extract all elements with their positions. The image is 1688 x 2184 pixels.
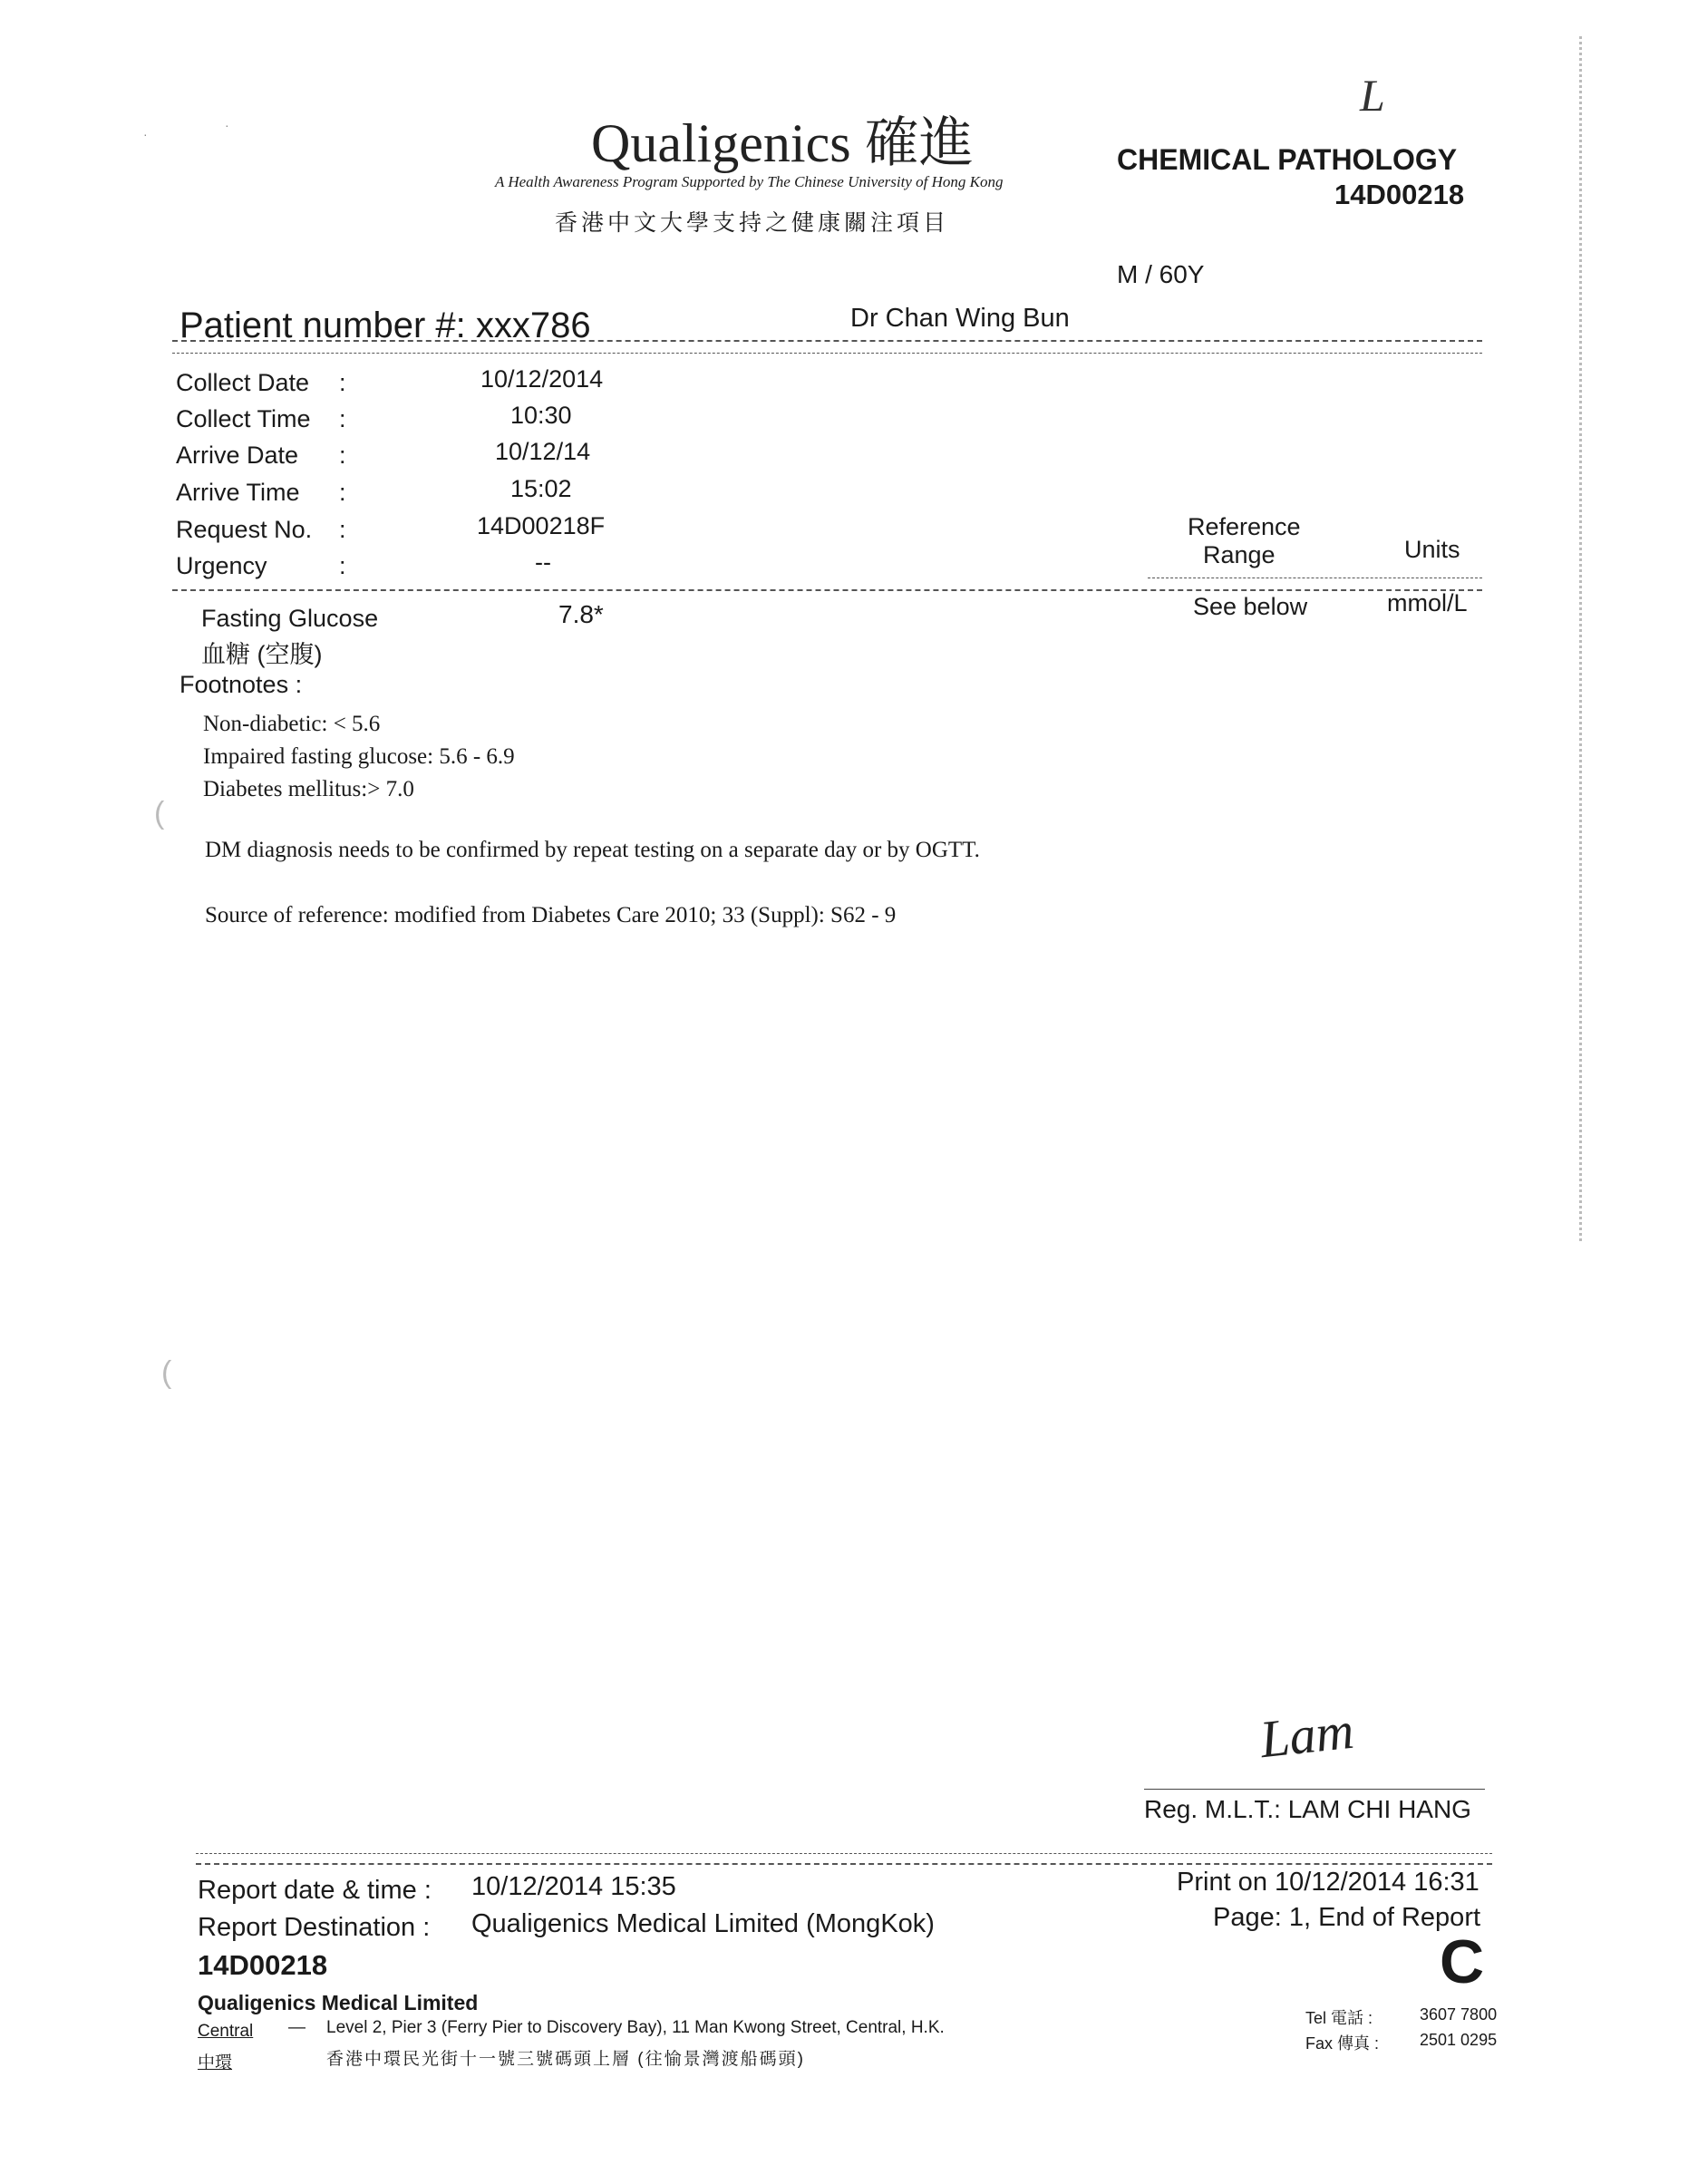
divider bbox=[196, 1863, 1492, 1865]
meta-label: Arrive Time bbox=[176, 479, 300, 506]
meta-label: Collect Time bbox=[176, 405, 311, 432]
footnotes-heading: Footnotes : bbox=[179, 671, 303, 698]
lab-number: 14D00218 bbox=[1334, 179, 1465, 210]
scan-speck: · bbox=[225, 118, 229, 132]
report-grade: C bbox=[1440, 1927, 1485, 1996]
tel-number: 3607 7800 bbox=[1420, 2005, 1498, 2024]
meta-colon: : bbox=[339, 516, 346, 543]
scan-edge-artifact bbox=[1579, 36, 1582, 1242]
doctor-name: Dr Chan Wing Bun bbox=[850, 304, 1070, 333]
patient-number: Patient number #: xxx786 bbox=[179, 306, 591, 345]
meta-colon: : bbox=[339, 405, 346, 432]
meta-label: Arrive Date bbox=[176, 442, 299, 469]
footer-lab-number: 14D00218 bbox=[198, 1949, 328, 1981]
address-dash: — bbox=[288, 2018, 306, 2037]
page-info: Page: 1, End of Report bbox=[1213, 1903, 1481, 1932]
divider bbox=[172, 353, 1482, 354]
footnote-source: Source of reference: modified from Diabetes Care 2010; 33 (Suppl): S62 - 9 bbox=[205, 903, 897, 927]
handwritten-mark: L bbox=[1360, 70, 1385, 121]
col-reference-1: Reference bbox=[1188, 513, 1301, 540]
meta-value: 15:02 bbox=[510, 475, 572, 502]
footnote-line: Diabetes mellitus:> 7.0 bbox=[203, 777, 414, 801]
report-datetime-value: 10/12/2014 15:35 bbox=[471, 1872, 676, 1901]
test-name-en: Fasting Glucose bbox=[201, 605, 379, 632]
signature: Lam bbox=[1256, 1700, 1357, 1770]
footnote-note: DM diagnosis needs to be confirmed by repeat testing on a separate day or by OGTT. bbox=[205, 838, 980, 862]
result-units: mmol/L bbox=[1387, 589, 1468, 616]
branch-zh: 中環 bbox=[198, 2053, 233, 2072]
footnote-line: Impaired fasting glucose: 5.6 - 6.9 bbox=[203, 744, 515, 769]
meta-label: Collect Date bbox=[176, 369, 310, 396]
meta-label: Request No. bbox=[176, 516, 313, 543]
address-zh: 香港中環民光街十一號三號碼頭上層 (往愉景灣渡船碼頭) bbox=[326, 2050, 805, 2069]
sex-age: M / 60Y bbox=[1117, 260, 1205, 288]
print-on: Print on 10/12/2014 16:31 bbox=[1177, 1868, 1479, 1897]
meta-value: 10:30 bbox=[510, 402, 572, 429]
meta-label: Urgency bbox=[176, 552, 267, 579]
col-reference-2: Range bbox=[1203, 541, 1276, 568]
meta-colon: : bbox=[339, 552, 346, 579]
tel-label: Tel 電話 : bbox=[1305, 2009, 1373, 2027]
meta-value: 10/12/14 bbox=[495, 438, 591, 465]
scan-speck: · bbox=[143, 127, 148, 141]
divider bbox=[172, 340, 1482, 342]
fax-label: Fax 傳真 : bbox=[1305, 2034, 1380, 2053]
address-en: Level 2, Pier 3 (Ferry Pier to Discovery Bay), 11 Man Kwong Street, Central, H.K. bbox=[326, 2018, 945, 2037]
meta-colon: : bbox=[339, 479, 346, 506]
tagline-en: A Health Awareness Program Supported by The Chinese University of Hong Kong bbox=[495, 173, 1004, 190]
result-value: 7.8* bbox=[558, 600, 604, 628]
company-name: Qualigenics Medical Limited bbox=[198, 1991, 479, 2014]
divider bbox=[196, 1853, 1492, 1854]
col-units: Units bbox=[1404, 536, 1460, 563]
meta-value: 10/12/2014 bbox=[480, 365, 604, 393]
scan-mark: ( bbox=[154, 796, 165, 830]
reg-mlt: Reg. M.L.T.: LAM CHI HANG bbox=[1144, 1795, 1471, 1823]
meta-value: -- bbox=[535, 548, 551, 576]
divider bbox=[172, 589, 1482, 591]
meta-colon: : bbox=[339, 369, 346, 396]
footnote-line: Non-diabetic: < 5.6 bbox=[203, 712, 381, 736]
report-datetime-label: Report date & time : bbox=[198, 1876, 432, 1905]
brand-logo: Qualigenics 確進 bbox=[591, 113, 974, 173]
meta-value: 14D00218F bbox=[477, 512, 606, 539]
scan-mark: ( bbox=[161, 1355, 172, 1390]
result-reference: See below bbox=[1193, 593, 1308, 620]
report-destination-label: Report Destination : bbox=[198, 1913, 431, 1942]
test-name-zh: 血糖 (空腹) bbox=[201, 641, 323, 668]
signature-line bbox=[1144, 1789, 1485, 1790]
fax-number: 2501 0295 bbox=[1420, 2031, 1498, 2049]
branch-en: Central bbox=[198, 2022, 254, 2041]
department-title: CHEMICAL PATHOLOGY bbox=[1117, 143, 1458, 176]
meta-colon: : bbox=[339, 442, 346, 469]
tagline-zh: 香港中文大學支持之健康關注項目 bbox=[555, 211, 950, 236]
report-destination-value: Qualigenics Medical Limited (MongKok) bbox=[471, 1909, 935, 1938]
